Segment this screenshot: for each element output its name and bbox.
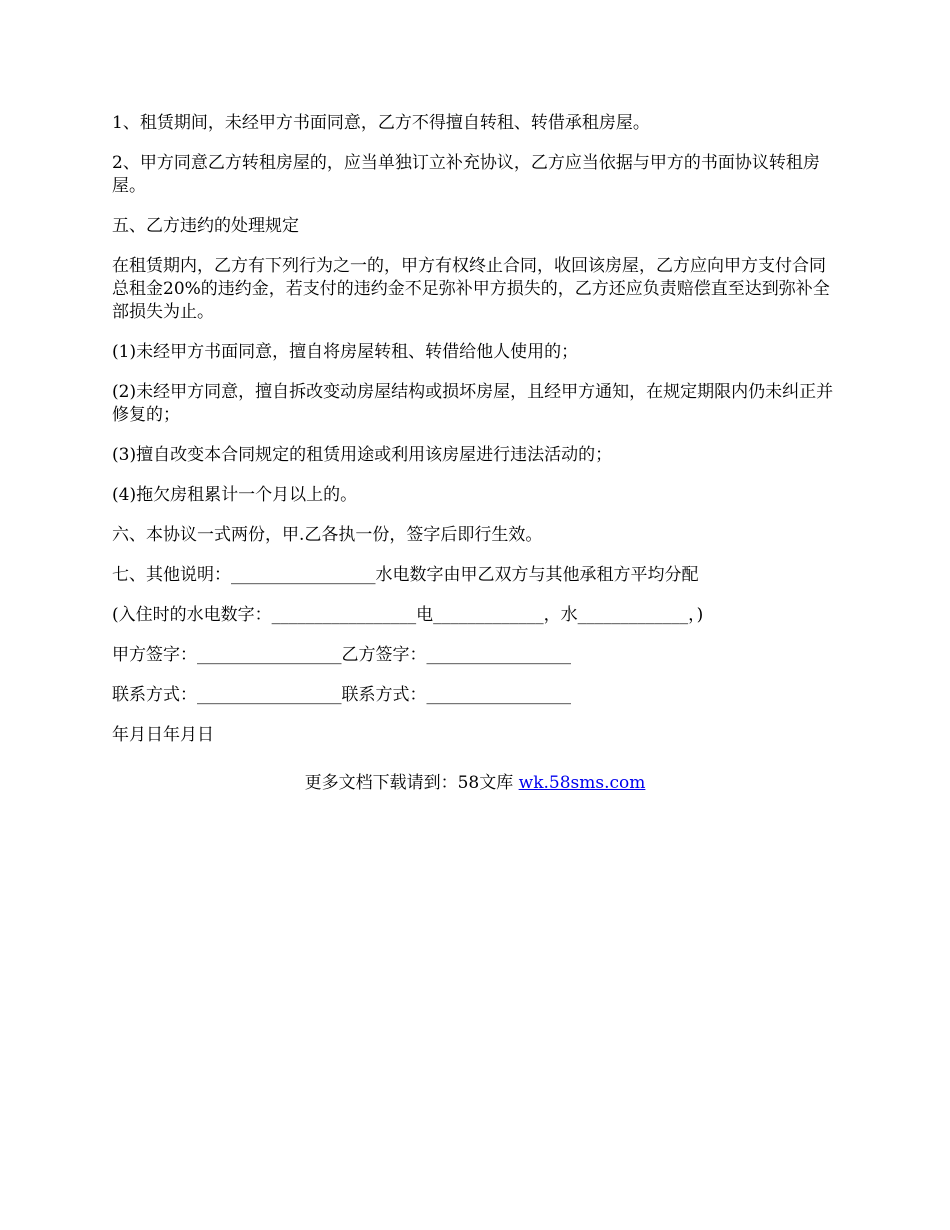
section-heading-breach: 五、乙方违约的处理规定 bbox=[112, 216, 299, 236]
utility-readings-line: (入住时的水电数字：_________________电_____________，水_____________，) bbox=[112, 605, 704, 625]
download-footer bbox=[0, 772, 950, 795]
contact-line: 联系方式：_________________联系方式：_________________ bbox=[112, 685, 571, 705]
breach-item-2: (2)未经甲方同意，擅自拆改变动房屋结构或损坏房屋，且经甲方通知，在规定期限内仍未纠正并修复的； bbox=[112, 382, 834, 425]
footer-link[interactable]: wk.58sms.com bbox=[518, 773, 646, 793]
date-line: 年月日年月日 bbox=[112, 725, 214, 745]
clause-sublease-agreement: 2、甲方同意乙方转租房屋的，应当单独订立补充协议，乙方应当依据与甲方的书面协议转租房屋。 bbox=[112, 153, 820, 196]
document-body bbox=[112, 112, 840, 764]
section-copies: 六、本协议一式两份，甲.乙各执一份，签字后即行生效。 bbox=[112, 525, 543, 545]
signature-line: 甲方签字：_________________乙方签字：_________________ bbox=[112, 645, 571, 665]
breach-item-1: (1)未经甲方书面同意，擅自将房屋转租、转借给他人使用的； bbox=[112, 342, 579, 362]
clause-breach-penalty: 在租赁期内，乙方有下列行为之一的，甲方有权终止合同，收回该房屋，乙方应向甲方支付合同总租金20%的违约金，若支付的违约金不足弥补甲方损失的，乙方还应负责赔偿直至达到弥补全部损失为止。 bbox=[112, 256, 830, 322]
clause-sublease-restriction: 1、租赁期间，未经甲方书面同意，乙方不得擅自转租、转借承租房屋。 bbox=[112, 113, 650, 133]
section-other-notes: 七、其他说明：_________________水电数字由甲乙双方与其他承租方平均分配 bbox=[112, 565, 699, 585]
breach-item-4: (4)拖欠房租累计一个月以上的。 bbox=[112, 485, 358, 505]
footer-prefix: 更多文档下载请到：58文库 bbox=[304, 773, 514, 793]
breach-item-3: (3)擅自改变本合同规定的租赁用途或利用该房屋进行违法活动的； bbox=[112, 445, 613, 465]
